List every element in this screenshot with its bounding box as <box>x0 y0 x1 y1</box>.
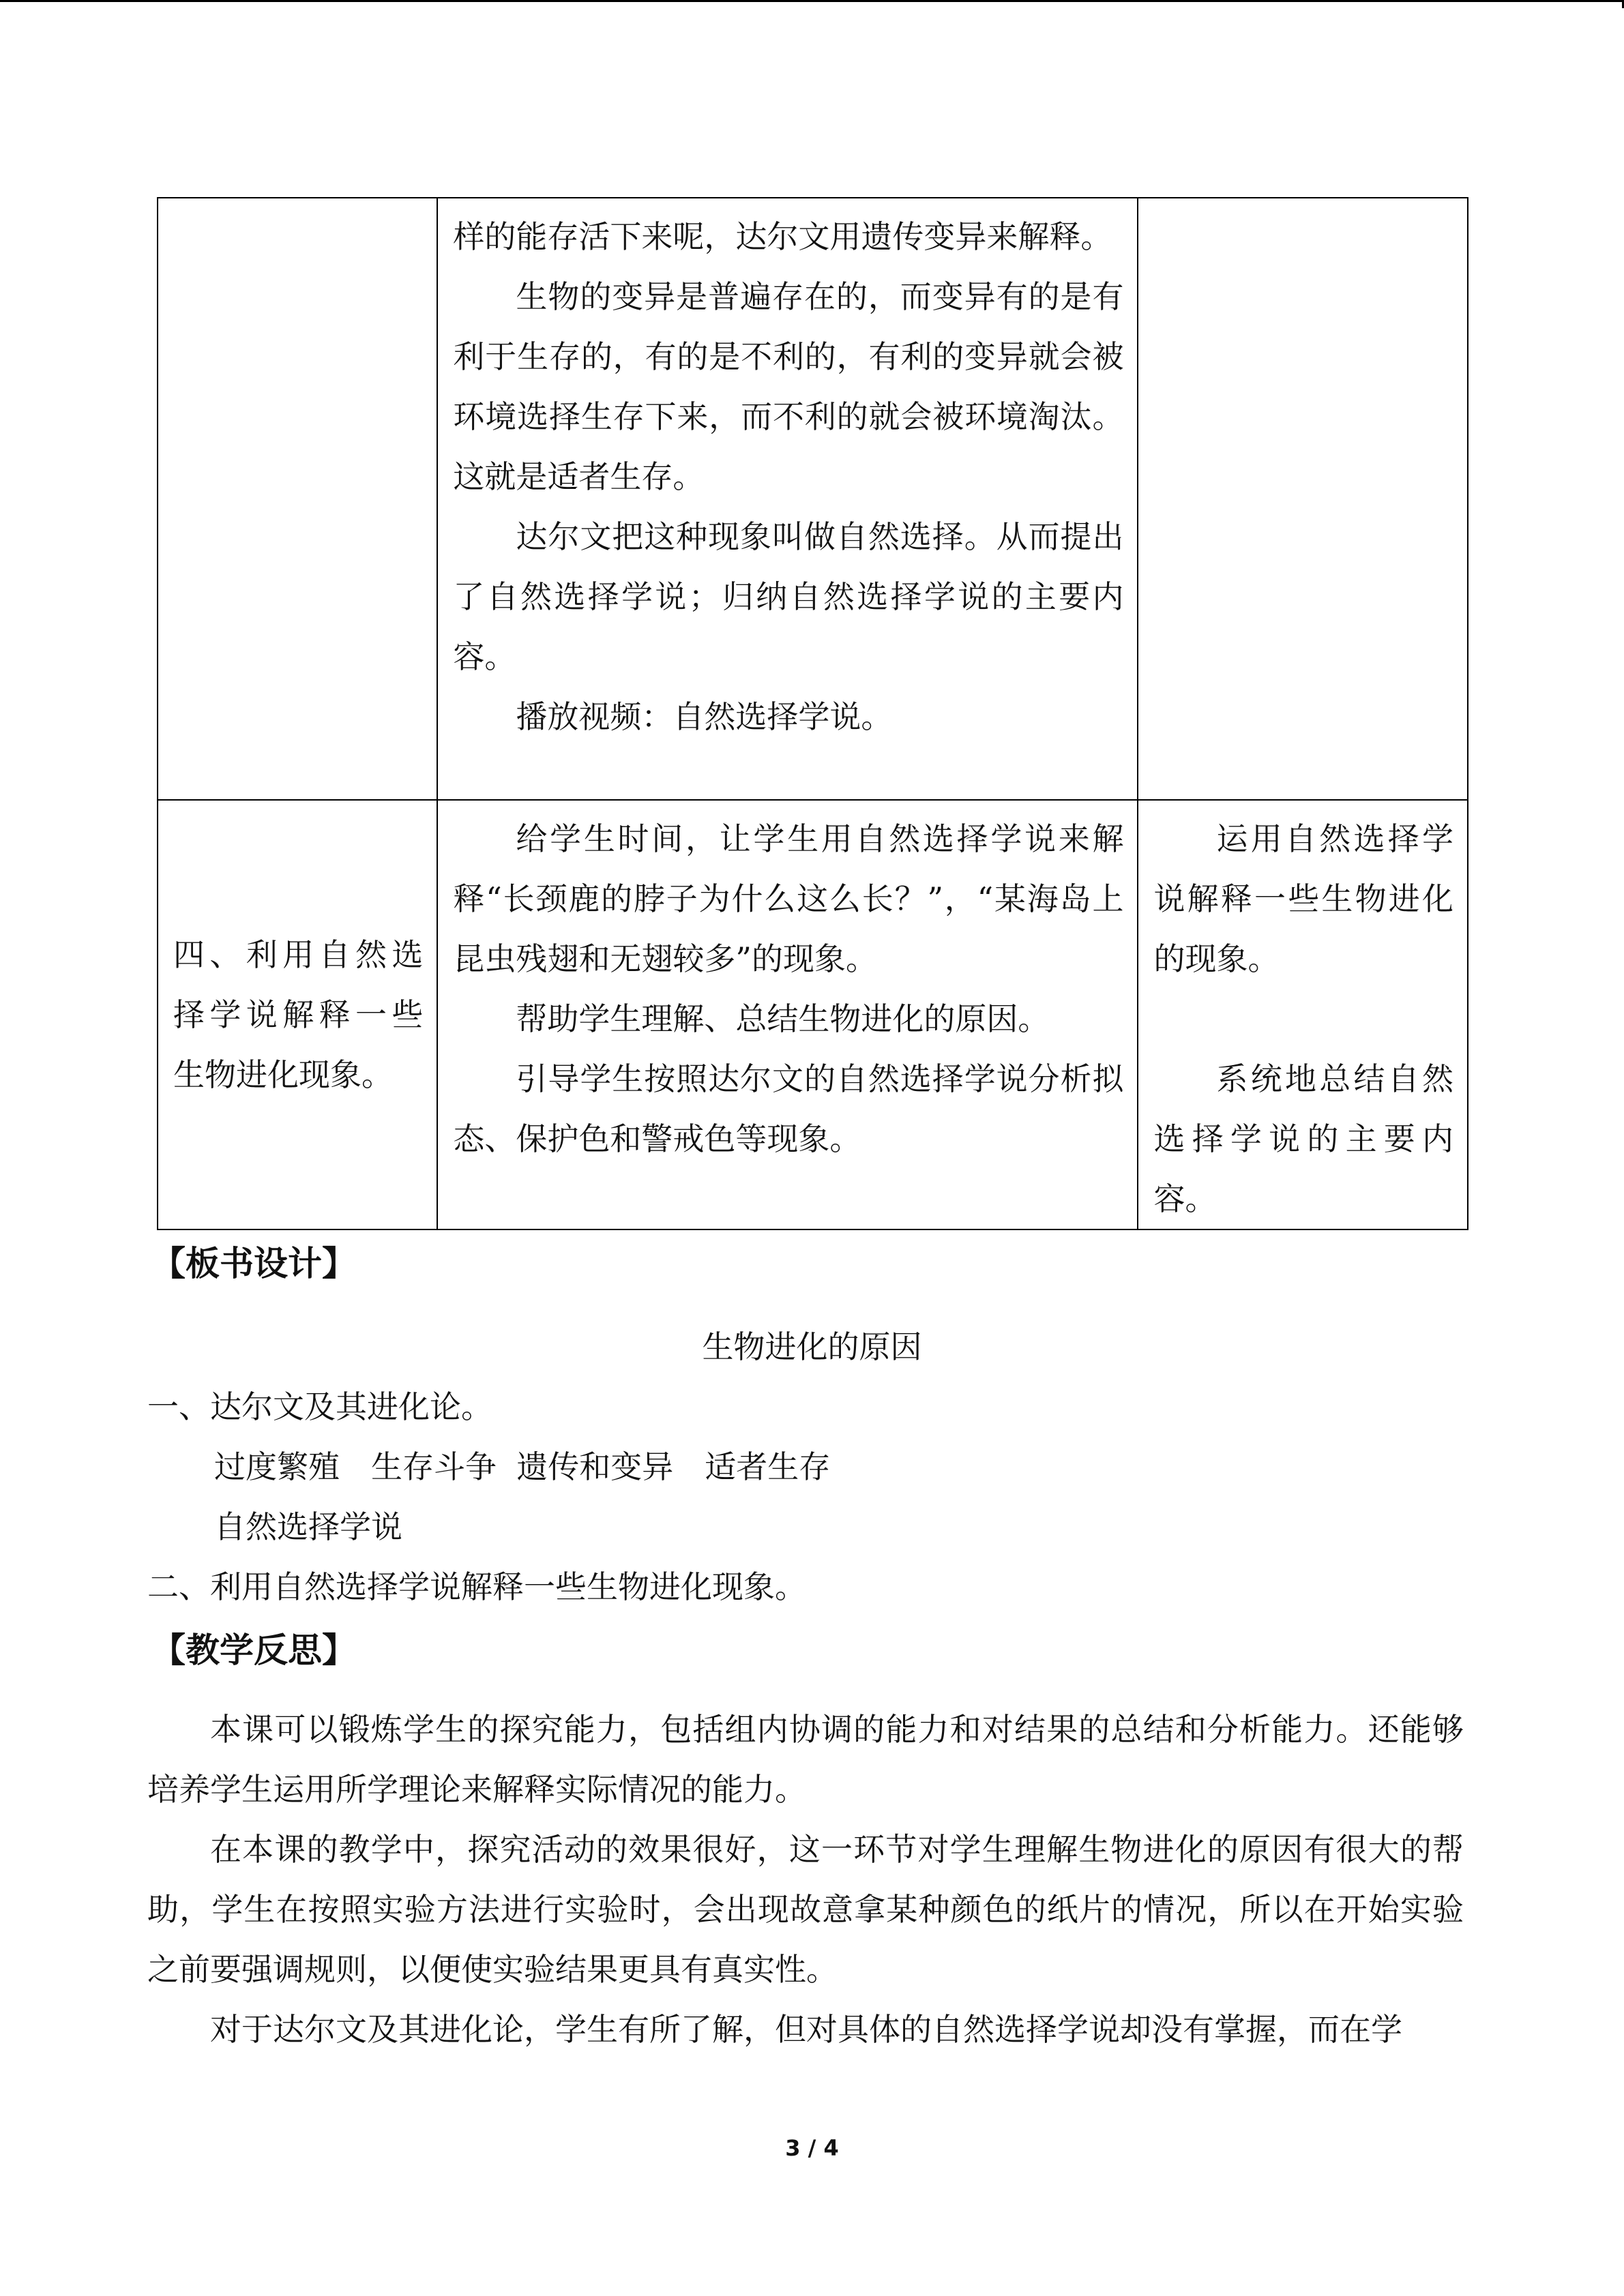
row1-teacher-activity-cell <box>437 198 1138 800</box>
board-line-4: 二、利用自然选择学说解释一些生物进化现象。 <box>147 1568 806 1605</box>
table-row <box>158 800 1468 1229</box>
row1-paragraph: 播放视频：自然选择学说。 <box>516 698 893 735</box>
row1-intent-cell <box>1138 198 1468 800</box>
row1-stage-cell <box>158 198 437 800</box>
row1-paragraph: 达尔文把这种现象叫做自然选择。从而提出了自然选择学说；归纳自然选择学说的主要内容。 <box>453 518 1124 675</box>
row2-intent-cell <box>1138 800 1468 1229</box>
board-line-1: 一、达尔文及其进化论。 <box>147 1388 492 1425</box>
row2-stage-text: 四、利用自然选择学说解释一些生物进化现象。 <box>173 936 424 1093</box>
reflection-heading: 【教学反思】 <box>151 1630 356 1670</box>
page-number: 3 / 4 <box>785 2135 839 2161</box>
board-title: 生物进化的原因 <box>702 1328 922 1365</box>
table-row <box>158 198 1468 800</box>
row2-intent-paragraph: 运用自然选择学说解释一些生物进化的现象。 <box>1153 820 1453 977</box>
board-line-2: 过度繁殖 生存斗争 遗传和变异 适者生存 <box>214 1448 831 1485</box>
reflection-paragraph: 在本课的教学中，探究活动的效果很好，这一环节对学生理解生物进化的原因有很大的帮助，学生在按照实验方法进行实验时，会出现故意拿某种颜色的纸片的情况，所以在开始实验之前要强调规则，以便使实验结果更具有真实性。 <box>147 1831 1464 1988</box>
reflection-paragraph: 对于达尔文及其进化论，学生有所了解，但对具体的自然选择学说却没有掌握，而在学 <box>210 2011 1402 2048</box>
row2-teacher-activity-cell <box>437 800 1138 1229</box>
reflection-paragraph: 本课可以锻炼学生的探究能力，包括组内协调的能力和对结果的总结和分析能力。还能够培养学生运用所学理论来解释实际情况的能力。 <box>147 1711 1464 1808</box>
row1-paragraph: 生物的变异是普遍存在的，而变异有的是有利于生存的，有的是不利的，有利的变异就会被环境选择生存下来，而不利的就会被环境淘汰。这就是适者生存。 <box>453 278 1124 495</box>
paragraph-gap <box>1153 989 1453 1049</box>
lesson-plan-table <box>157 197 1468 1230</box>
reflection-body <box>147 1699 1464 2059</box>
board-design-heading: 【板书设计】 <box>151 1244 356 1283</box>
row2-paragraph: 给学生时间，让学生用自然选择学说来解释“长颈鹿的脖子为什么这么长？”，“某海岛上昆虫残翅和无翅较多”的现象。 <box>453 820 1124 977</box>
row2-paragraph: 帮助学生理解、总结生物进化的原因。 <box>516 1000 1050 1037</box>
row2-intent-paragraph: 系统地总结自然选择学说的主要内容。 <box>1153 1060 1453 1217</box>
top-border-line <box>0 0 1624 2</box>
row1-paragraph: 样的能存活下来呢，达尔文用遗传变异来解释。 <box>453 218 1112 255</box>
row2-paragraph: 引导学生按照达尔文的自然选择学说分析拟态、保护色和警戒色等现象。 <box>453 1060 1124 1157</box>
row2-stage-cell <box>158 800 437 1229</box>
board-line-3: 自然选择学说 <box>214 1508 402 1545</box>
